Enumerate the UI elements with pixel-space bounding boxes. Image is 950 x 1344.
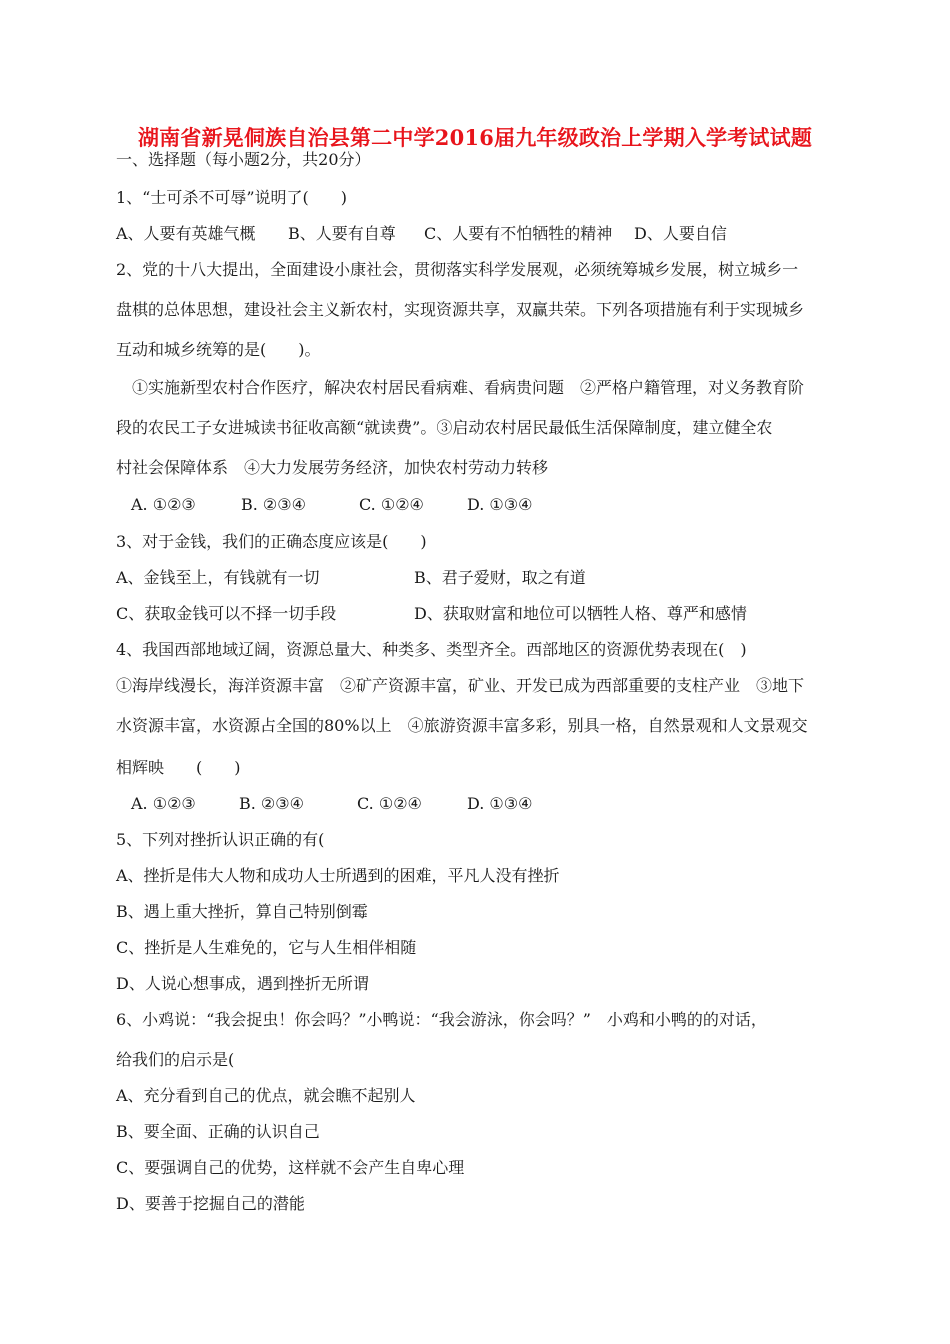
question-4-options [131,794,532,814]
question-2-option-c: C. ①②④ [359,495,424,514]
question-6-stem-line-1: 6、小鸡说：“我会捉虫！你会吗？”小鸭说：“我会游泳，你会吗？” 小鸡和小鸭的的对话， [116,1010,767,1029]
question-6-option-c: C、要强调自己的优势，这样就不会产生自卑心理 [116,1158,465,1177]
question-4-stem: 4、我国西部地域辽阔，资源总量大、种类多、类型齐全。西部地区的资源优势表现在( ) [116,640,747,659]
question-2-item-line-1: ①实施新型农村合作医疗，解决农村居民看病难、看病贵问题 ②严格户籍管理，对义务教育阶 [132,378,805,397]
question-1-stem: 1、“士可杀不可辱”说明了( ) [116,188,348,207]
question-6-option-b: B、要全面、正确的认识自己 [116,1122,320,1141]
question-2-item-line-2: 段的农民工子女进城读书征收高额“就读费”。③启动农村居民最低生活保障制度，建立健全农 [116,418,773,437]
question-2-item-line-3: 村社会保障体系 ④大力发展劳务经济，加快农村劳动力转移 [116,458,549,477]
question-1-option-d: D、人要自信 [634,224,727,243]
question-3-option-c: C、获取金钱可以不择一切手段 [116,604,337,623]
question-1-option-b: B、人要有自尊 [288,224,396,243]
question-4-item-line-2: 水资源丰富，水资源占全国的80%以上 ④旅游资源丰富多彩，别具一格，自然景观和人文景观交 [116,716,808,735]
question-2-option-a: A. ①②③ [131,495,196,514]
question-6-stem-line-2: 给我们的启示是( [116,1050,235,1069]
question-5-option-a: A、挫折是伟大人物和成功人士所遇到的困难，平凡人没有挫折 [116,866,560,885]
question-4-item-line-1: ①海岸线漫长，海洋资源丰富 ②矿产资源丰富，矿业、开发已成为西部重要的支柱产业 ③地下 [116,676,805,695]
question-4-option-c: C. ①②④ [357,794,422,813]
question-3-options-row-2 [116,604,747,624]
question-5-option-b: B、遇上重大挫折，算自己特别倒霉 [116,902,368,921]
question-3-options-row-1 [116,568,586,588]
question-1-options [116,224,727,244]
question-3-stem: 3、对于金钱，我们的正确态度应该是( ) [116,532,427,551]
question-3-option-b: B、君子爱财，取之有道 [414,568,586,587]
question-4-option-a: A. ①②③ [131,794,196,813]
question-4-option-b: B. ②③④ [239,794,304,813]
question-2-stem-line-3: 互动和城乡统筹的是( )。 [116,340,321,359]
question-3-option-d: D、获取财富和地位可以牺牲人格、尊严和感情 [414,604,747,623]
question-4-item-line-3: 相辉映 ( ) [116,758,241,777]
question-2-stem-line-2: 盘棋的总体思想，建设社会主义新农村，实现资源共享，双赢共荣。下列各项措施有利于实现城乡 [116,300,805,319]
question-6-option-a: A、充分看到自己的优点，就会瞧不起别人 [116,1086,416,1105]
question-5-option-d: D、人说心想事成，遇到挫折无所谓 [116,974,369,993]
question-1-option-c: C、人要有不怕牺牲的精神 [424,224,613,243]
question-3-option-a: A、金钱至上，有钱就有一切 [116,568,320,587]
question-1-option-a: A、人要有英雄气概 [116,224,256,243]
question-2-options [131,495,532,515]
question-2-option-b: B. ②③④ [241,495,306,514]
question-2-option-d: D. ①③④ [467,495,533,514]
question-5-option-c: C、挫折是人生难免的，它与人生相伴相随 [116,938,417,957]
section-heading: 一、选择题（每小题2分，共20分） [116,150,371,169]
question-5-stem: 5、下列对挫折认识正确的有( [116,830,325,849]
question-6-option-d: D、要善于挖掘自己的潜能 [116,1194,305,1213]
question-4-option-d: D. ①③④ [467,794,533,813]
question-2-stem-line-1: 2、党的十八大提出，全面建设小康社会，贯彻落实科学发展观，必须统筹城乡发展，树立城乡一 [116,260,799,279]
page-title: 湖南省新晃侗族自治县第二中学2016届九年级政治上学期入学考试试题 [137,125,813,150]
